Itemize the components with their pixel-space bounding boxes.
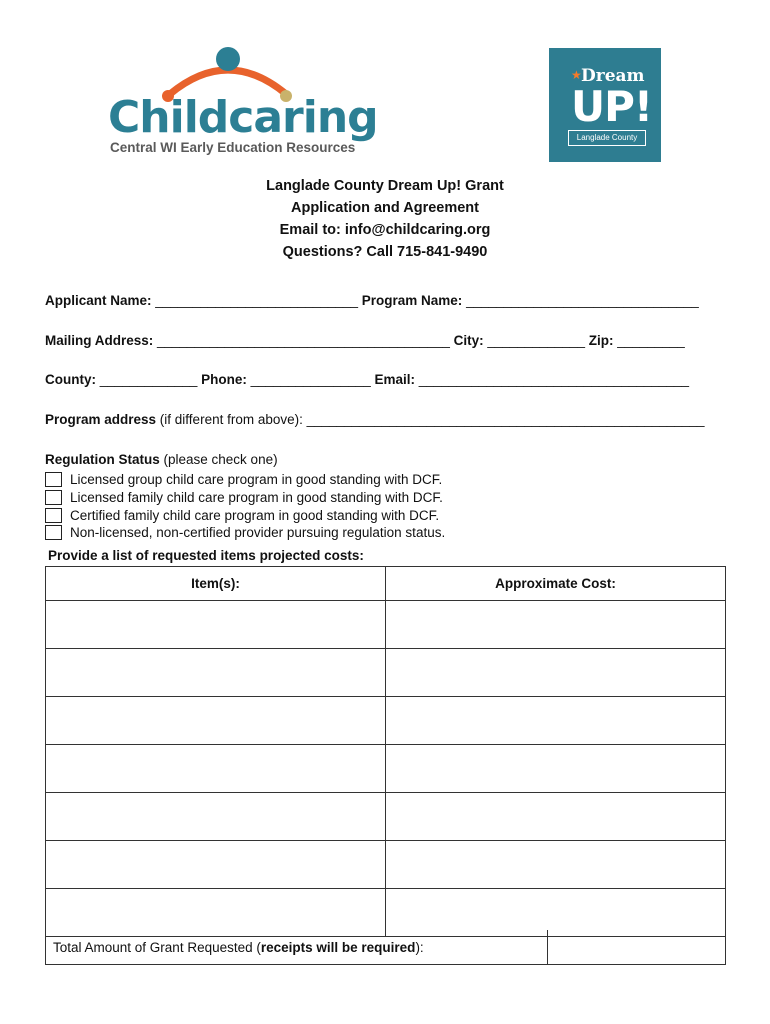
item-cell[interactable] <box>46 601 386 649</box>
program-address-field[interactable]: _____________________________________________________ <box>306 412 705 427</box>
checkbox[interactable] <box>45 508 62 523</box>
email-line: Email to: info@childcaring.org <box>279 222 491 238</box>
regulation-option[interactable] <box>45 525 445 540</box>
logo-county: Langlade County <box>568 130 646 146</box>
option-label: Licensed group child care program in good standing with DCF. <box>70 472 443 487</box>
logo-brand: Childcaring <box>108 92 378 143</box>
item-cell[interactable] <box>46 841 386 889</box>
regulation-label: Regulation Status <box>45 452 160 467</box>
mailing-field[interactable]: _______________________________________ <box>153 333 454 348</box>
city-label: City: <box>453 333 484 348</box>
mailing-label: Mailing Address: <box>45 333 154 348</box>
checkbox[interactable] <box>45 525 62 540</box>
item-cell[interactable] <box>46 793 386 841</box>
table-row <box>46 745 726 793</box>
cost-cell[interactable] <box>386 649 726 697</box>
program-address-row <box>45 412 705 427</box>
cost-column-header: Approximate Cost: <box>386 567 726 601</box>
title-line-2: Application and Agreement <box>291 200 479 216</box>
program-field[interactable]: _______________________________ <box>462 293 699 308</box>
table-row <box>46 697 726 745</box>
total-row <box>45 930 726 965</box>
questions-line: Questions? Call 715-841-9490 <box>282 244 488 260</box>
checkbox[interactable] <box>45 490 62 505</box>
email-label: Email: <box>374 372 416 387</box>
total-label-post: ): <box>415 940 424 955</box>
title-line-1: Langlade County Dream Up! Grant <box>266 178 504 194</box>
total-amount-field[interactable] <box>549 930 725 964</box>
county-field[interactable]: _____________ <box>96 372 202 387</box>
county-label: County: <box>45 372 96 387</box>
regulation-note: (please check one) <box>159 452 278 467</box>
total-label-bold: receipts will be required <box>260 940 416 955</box>
total-label-pre: Total Amount of Grant Requested ( <box>53 940 261 955</box>
cost-cell[interactable] <box>386 601 726 649</box>
star-icon: ★ <box>571 68 582 82</box>
item-cell[interactable] <box>46 697 386 745</box>
cost-cell[interactable] <box>386 841 726 889</box>
table-row <box>46 793 726 841</box>
dream-up-logo <box>549 48 661 162</box>
regulation-option[interactable] <box>45 472 442 487</box>
applicant-row <box>45 293 699 308</box>
item-cell[interactable] <box>46 745 386 793</box>
item-cell[interactable] <box>46 649 386 697</box>
program-address-label: Program address <box>45 412 157 427</box>
option-label: Non-licensed, non-certified provider pursuing regulation status. <box>70 525 446 540</box>
total-divider <box>547 930 548 964</box>
cost-cell[interactable] <box>386 745 726 793</box>
table-row <box>46 841 726 889</box>
checkbox[interactable] <box>45 472 62 487</box>
regulation-option[interactable] <box>45 508 439 523</box>
zip-label: Zip: <box>588 333 614 348</box>
logo-dream: Dream <box>581 66 645 86</box>
applicant-label: Applicant Name: <box>45 293 152 308</box>
phone-field[interactable]: ________________ <box>246 372 375 387</box>
program-label: Program Name: <box>361 293 463 308</box>
items-intro: Provide a list of requested items projected costs: <box>48 548 364 563</box>
logo-tagline: Central WI Early Education Resources <box>110 140 356 155</box>
regulation-option[interactable] <box>45 490 443 505</box>
program-address-note: (if different from above): <box>156 412 307 427</box>
table-row <box>46 601 726 649</box>
table-row <box>46 649 726 697</box>
option-label: Licensed family child care program in good standing with DCF. <box>70 490 443 505</box>
applicant-field[interactable]: ___________________________ <box>151 293 362 308</box>
childcaring-logo <box>108 44 378 162</box>
mailing-row <box>45 333 685 348</box>
regulation-heading <box>45 452 278 467</box>
phone-label: Phone: <box>201 372 247 387</box>
email-field[interactable]: ____________________________________ <box>415 372 690 387</box>
cost-cell[interactable] <box>386 697 726 745</box>
zip-field[interactable]: _________ <box>613 333 685 348</box>
table-header-row <box>46 567 726 601</box>
option-label: Certified family child care program in good standing with DCF. <box>70 508 440 523</box>
items-table <box>45 566 726 937</box>
city-field[interactable]: _____________ <box>483 333 589 348</box>
items-column-header: Item(s): <box>46 567 386 601</box>
county-row <box>45 372 689 387</box>
cost-cell[interactable] <box>386 793 726 841</box>
total-label <box>53 940 424 955</box>
logo-up: UP! <box>571 82 653 131</box>
